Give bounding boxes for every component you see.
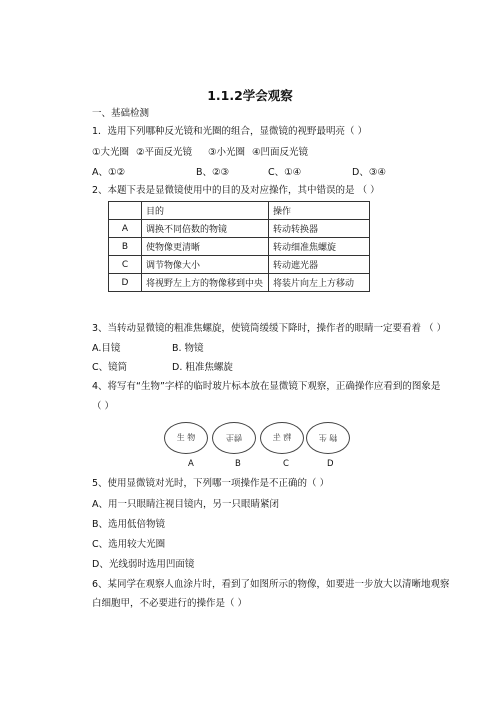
q4-label-b: B — [235, 459, 241, 469]
q1-item: ①大光圈 — [92, 147, 130, 158]
table-cell: 转动转换器 — [269, 220, 370, 238]
q1-item: ④凹面反光镜 — [252, 147, 309, 158]
table-header-cell — [109, 202, 142, 220]
table-cell: 调节物像大小 — [142, 256, 269, 274]
table-cell: 将视野左上方的物像移到中央 — [142, 274, 269, 292]
q6-line-1: 6、某同学在观察人血涂片时，看到了如图所示的物像，如要进一步放大以清晰地观察 — [92, 579, 450, 590]
table-row — [109, 274, 370, 292]
q4-paren: （ ） — [92, 401, 115, 412]
q1-option-d: D、③④ — [352, 167, 386, 178]
table-cell: C — [109, 256, 142, 274]
q4-label-c: C — [283, 459, 289, 469]
q6-line-2: 白细胞甲，不必要进行的操作是（ ） — [92, 598, 248, 609]
q1-stem: 1．选用下列哪种反光镜和光圈的组合，显微镜的视野最明亮（ ） — [92, 126, 368, 137]
q3-option-b: B. 物镜 — [172, 343, 204, 354]
section-heading: 一、基础检测 — [92, 108, 150, 119]
q1-option-a: A、①② — [92, 167, 126, 178]
table-row — [109, 220, 370, 238]
table-cell: 使物像更清晰 — [142, 238, 269, 256]
q5-option-c: C、选用较大光圈 — [92, 539, 166, 550]
q4-image-b — [212, 422, 256, 454]
q4-image-c-text: 物 生 — [272, 433, 292, 442]
table-cell: 转动细准焦螺旋 — [269, 238, 370, 256]
q1-item: ③小光圈 — [208, 147, 246, 158]
page-title: 1.1.2学会观察 — [207, 88, 293, 103]
q4-label-d: D — [327, 459, 334, 469]
q5-option-b: B、选用低倍物镜 — [92, 519, 166, 530]
q3-option-d: D. 粗准焦螺旋 — [172, 362, 233, 373]
table-row — [109, 256, 370, 274]
q4-image-a-text: 生 物 — [176, 433, 196, 442]
q4-image-a — [164, 422, 208, 454]
q1-option-c: C、①④ — [268, 167, 302, 178]
table-cell: D — [109, 274, 142, 292]
table-cell: 转动遮光器 — [269, 256, 370, 274]
table-cell: 调换不同倍数的物镜 — [142, 220, 269, 238]
q4-image-d-text: 物 生 — [318, 433, 338, 442]
q4-image-c — [260, 422, 304, 454]
table-cell: 将装片向左上方移动 — [269, 274, 370, 292]
q4-image-b-text: 生物 — [226, 433, 242, 442]
q2-table — [108, 201, 370, 292]
q5-stem: 5、使用显微镜对光时，下列哪一项操作是不正确的（ ） — [92, 478, 330, 489]
q4-label-a: A — [188, 459, 194, 469]
table-header-cell: 操作 — [269, 202, 370, 220]
q4-image-options — [162, 422, 350, 462]
q2-stem: 2、本题下表是显微镜使用中的目的及对应操作，其中错误的是 （ ） — [92, 185, 380, 196]
table-cell: A — [109, 220, 142, 238]
q4-stem: 4、将写有“生物”字样的临时玻片标本放在显微镜下观察，正确操作应看到的图象是 — [92, 381, 441, 392]
table-header-cell: 目的 — [142, 202, 269, 220]
q3-option-a: A.目镜 — [92, 343, 121, 354]
table-cell: B — [109, 238, 142, 256]
q5-option-d: D、光线弱时选用凹面镜 — [92, 559, 195, 570]
q5-option-a: A、用一只眼睛注视目镜内，另一只眼睛紧闭 — [92, 499, 279, 510]
q3-stem: 3、当转动显微镜的粗准焦螺旋，使镜筒缓缓下降时，操作者的眼睛一定要看着 （ ） — [92, 323, 447, 334]
q4-image-d — [306, 422, 350, 454]
table-header-row — [109, 202, 370, 220]
q3-option-c: C、镜筒 — [92, 362, 128, 373]
table-row — [109, 238, 370, 256]
q1-option-b: B、②③ — [196, 167, 230, 178]
q1-item: ②平面反光镜 — [136, 147, 193, 158]
